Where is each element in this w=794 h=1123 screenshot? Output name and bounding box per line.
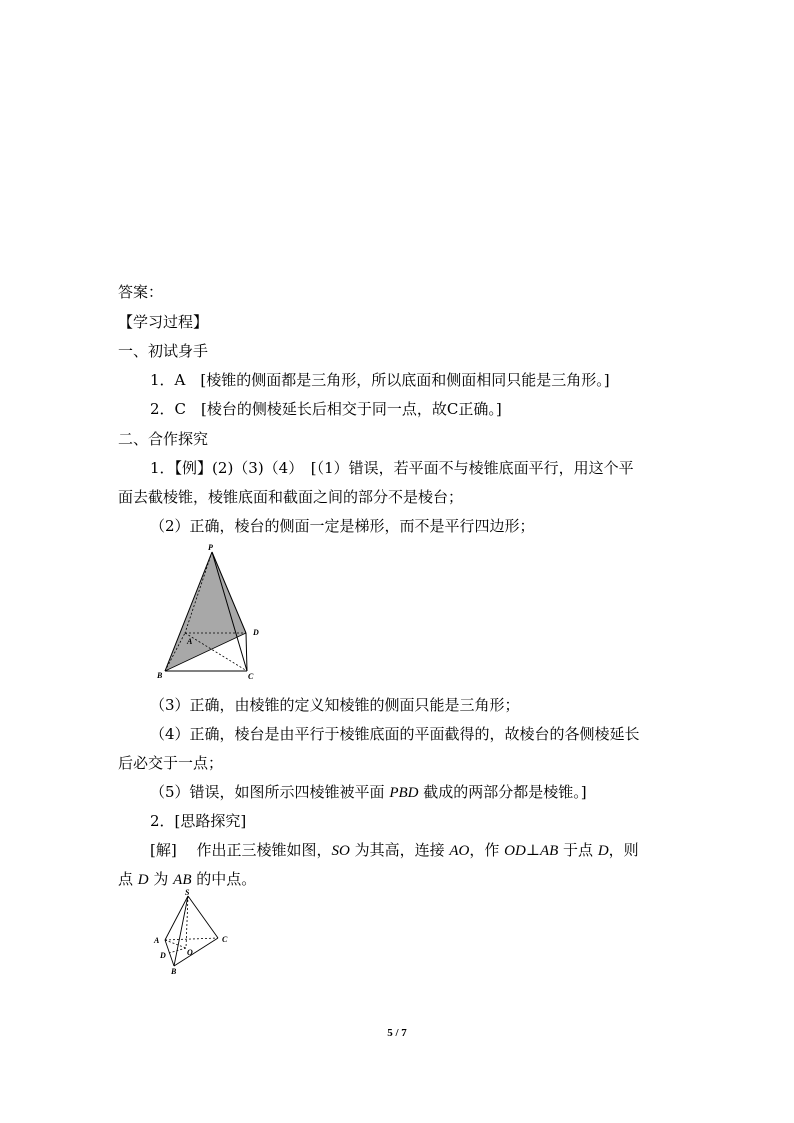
- label-b: B: [157, 671, 163, 680]
- solution-line1: [150, 840, 639, 861]
- label-d: D: [160, 951, 166, 960]
- item-2: （2）正确，棱台的侧面一定是梯形，而不是平行四边形；: [150, 517, 535, 535]
- item-3: （3）正确，由棱锥的定义知棱锥的侧面只能是三角形；: [150, 696, 520, 714]
- sol-var-od: OD: [504, 843, 526, 859]
- item-4-line2: 后必交于一点；: [118, 754, 224, 772]
- label-b: B: [171, 967, 177, 976]
- label-a: A: [154, 936, 160, 945]
- label-p: P: [208, 543, 213, 552]
- sol-var-ao: AO: [449, 843, 470, 859]
- item-5: [150, 782, 587, 803]
- regular-tetrahedron-figure: [150, 888, 235, 978]
- label-c: C: [222, 935, 228, 944]
- question-2-title: 2．[思路探究]: [150, 812, 247, 830]
- label-c: C: [248, 672, 254, 681]
- solution-line2: [118, 869, 256, 890]
- sol2-text-c: 的中点。: [191, 870, 257, 888]
- sol-perp: ⊥: [525, 841, 540, 859]
- sol-text-b: 为其高，连接: [349, 841, 450, 859]
- item-4-line1: （4）正确，棱台是由平行于棱锥底面的平面截得的，故棱台的各侧棱延长: [150, 725, 640, 743]
- section-title: 【学习过程】: [118, 313, 209, 331]
- part1-q2: 2．C [棱台的侧棱延长后相交于同一点，故C正确。]: [150, 400, 502, 418]
- part1-title: 一、初试身手: [118, 342, 209, 360]
- label-o: O: [187, 948, 193, 957]
- part1-q1: 1．A [棱锥的侧面都是三角形，所以底面和侧面相同只能是三角形。]: [150, 371, 610, 389]
- sol2-var-d: D: [137, 872, 149, 888]
- sol-text-d: 于点: [558, 841, 598, 859]
- section-plane-pbd: [165, 552, 246, 671]
- label-a: A: [187, 637, 193, 646]
- page-number: 5 / 7: [387, 1027, 407, 1039]
- sol-var-d: D: [597, 843, 609, 859]
- sol-var-ab: AB: [539, 843, 559, 859]
- label-d: D: [253, 628, 259, 637]
- sol2-text-a: 点: [118, 870, 138, 888]
- label-s: S: [185, 888, 190, 897]
- sol-text-a: [解] 作出正三棱锥如图，: [150, 841, 332, 859]
- part2-title: 二、合作探究: [118, 430, 209, 448]
- example1-line1: 1．【例】(2)（3)（4） [（1）错误，若平面不与棱锥底面平行，用这个平: [150, 459, 634, 477]
- sol-text-c: ，作: [469, 841, 505, 859]
- answer-heading: 答案：: [118, 283, 164, 301]
- example1-line2: 面去截棱锥，棱锥底面和截面之间的部分不是棱台；: [118, 488, 464, 506]
- item-5-text-a: （5）错误，如图所示四棱锥被平面: [150, 783, 390, 801]
- pyramid-figure-pbd: [150, 538, 270, 683]
- sol2-var-ab: AB: [173, 872, 192, 888]
- sol-text-e: ，则: [608, 841, 639, 859]
- item-5-var: PBD: [389, 785, 419, 801]
- item-5-text-b: 截成的两部分都是棱锥。]: [418, 783, 587, 801]
- sol-var-so: SO: [331, 843, 350, 859]
- sol2-text-b: 为: [148, 870, 174, 888]
